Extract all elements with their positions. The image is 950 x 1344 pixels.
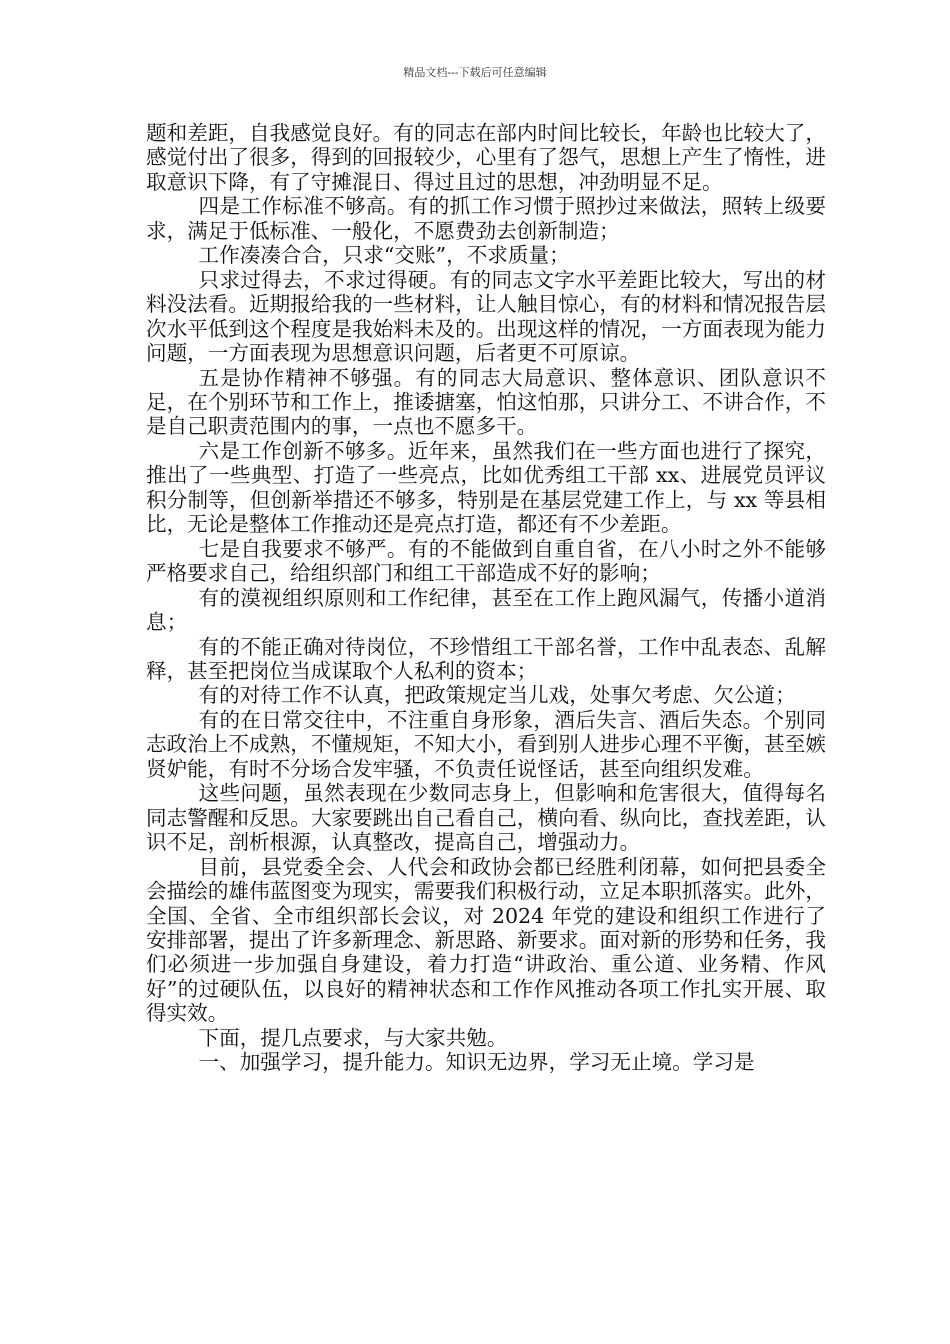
paragraph: 五是协作精神不够强。有的同志大局意识、整体意识、团队意识不足，在个别环节和工作上，推诿搪塞，怕这怕那，只讲分工、不讲合作，不是自己职责范围内的事，一点也不愿多干。 bbox=[146, 365, 826, 439]
paragraph: 六是工作创新不够多。近年来，虽然我们在一些方面也进行了探究，推出了一些典型、打造了一些亮点，比如优秀组工干部 xx、进展党员评议积分制等，但创新举措还不够多，特别是在基层党建工作上，与 xx 等县相比，无论是整体工作推动还是亮点打造，都还有不少差距。 bbox=[146, 438, 826, 537]
paragraph: 一、加强学习，提升能力。知识无边界，学习无止境。学习是 bbox=[198, 1050, 755, 1075]
paragraph: 下面，提几点要求，与大家共勉。 bbox=[198, 1025, 508, 1050]
document-body bbox=[146, 121, 826, 1075]
paragraph: 七是自我要求不够严。有的不能做到自重自省，在八小时之外不能够严格要求自己，给组织部门和组工干部造成不好的影响； bbox=[146, 536, 826, 586]
paragraph: 只求过得去，不求过得硬。有的同志文字水平差距比较大，写出的材料没法看。近期报给我的一些材料，让人触目惊心，有的材料和情况报告层次水平低到这个程度是我始料未及的。出现这样的情况，一方面表现为能力问题，一方面表现为思想意识问题，后者更不可原谅。 bbox=[146, 267, 826, 366]
paragraph: 工作凑凑合合，只求“交账”，不求质量； bbox=[198, 243, 570, 268]
paragraph: 有的漠视组织原则和工作纪律，甚至在工作上跑风漏气，传播小道消息； bbox=[146, 585, 826, 635]
paragraph: 这些问题，虽然表现在少数同志身上，但影响和危害很大，值得每名同志警醒和反思。大家要跳出自己看自己，横向看、纵向比，查找差距，认识不足，剖析根源，认真整改，提高自己，增强动力。 bbox=[146, 781, 826, 855]
paragraph: 有的对待工作不认真，把政策规定当儿戏，处事欠考虑、欠公道； bbox=[198, 683, 796, 708]
paragraph: 四是工作标准不够高。有的抓工作习惯于照抄过来做法，照转上级要求，满足于低标准、一般化，不愿费劲去创新制造； bbox=[146, 194, 826, 243]
page-header: 精品文档---下载后可任意编辑 bbox=[403, 66, 547, 79]
paragraph: 目前，县党委全会、人代会和政协会都已经胜利闭幕，如何把县委全会描绘的雄伟蓝图变为现实，需要我们积极行动，立足本职抓落实。此外，全国、全省、全市组织部长会议，对 2024 年党的建设和组织工作进行了安排部署，提出了许多新理念、新思路、新要求。面对新的形势和任务，我们必须进一步加强自身建设，着力打造“讲政治、重公道、业务精、作风好”的过硬队伍，以良好的精神状态和工作作风推动各项工作扎实开展、取得实效。 bbox=[146, 854, 826, 1026]
paragraph: 有的在日常交往中，不注重自身形象，酒后失言、酒后失态。个别同志政治上不成熟，不懂规矩，不知大小，看到别人进步心理不平衡，甚至嫉贤妒能，有时不分场合发牢骚，不负责任说怪话，甚至向组织发难。 bbox=[146, 707, 826, 781]
paragraph: 有的不能正确对待岗位，不珍惜组工干部名誉，工作中乱表态、乱解释，甚至把岗位当成谋取个人私利的资本； bbox=[146, 634, 826, 683]
paragraph: 题和差距，自我感觉良好。有的同志在部内时间比较长，年龄也比较大了，感觉付出了很多，得到的回报较少，心里有了怨气，思想上产生了惰性，进取意识下降，有了守摊混日、得过且过的思想，冲劲明显不足。 bbox=[146, 121, 826, 194]
